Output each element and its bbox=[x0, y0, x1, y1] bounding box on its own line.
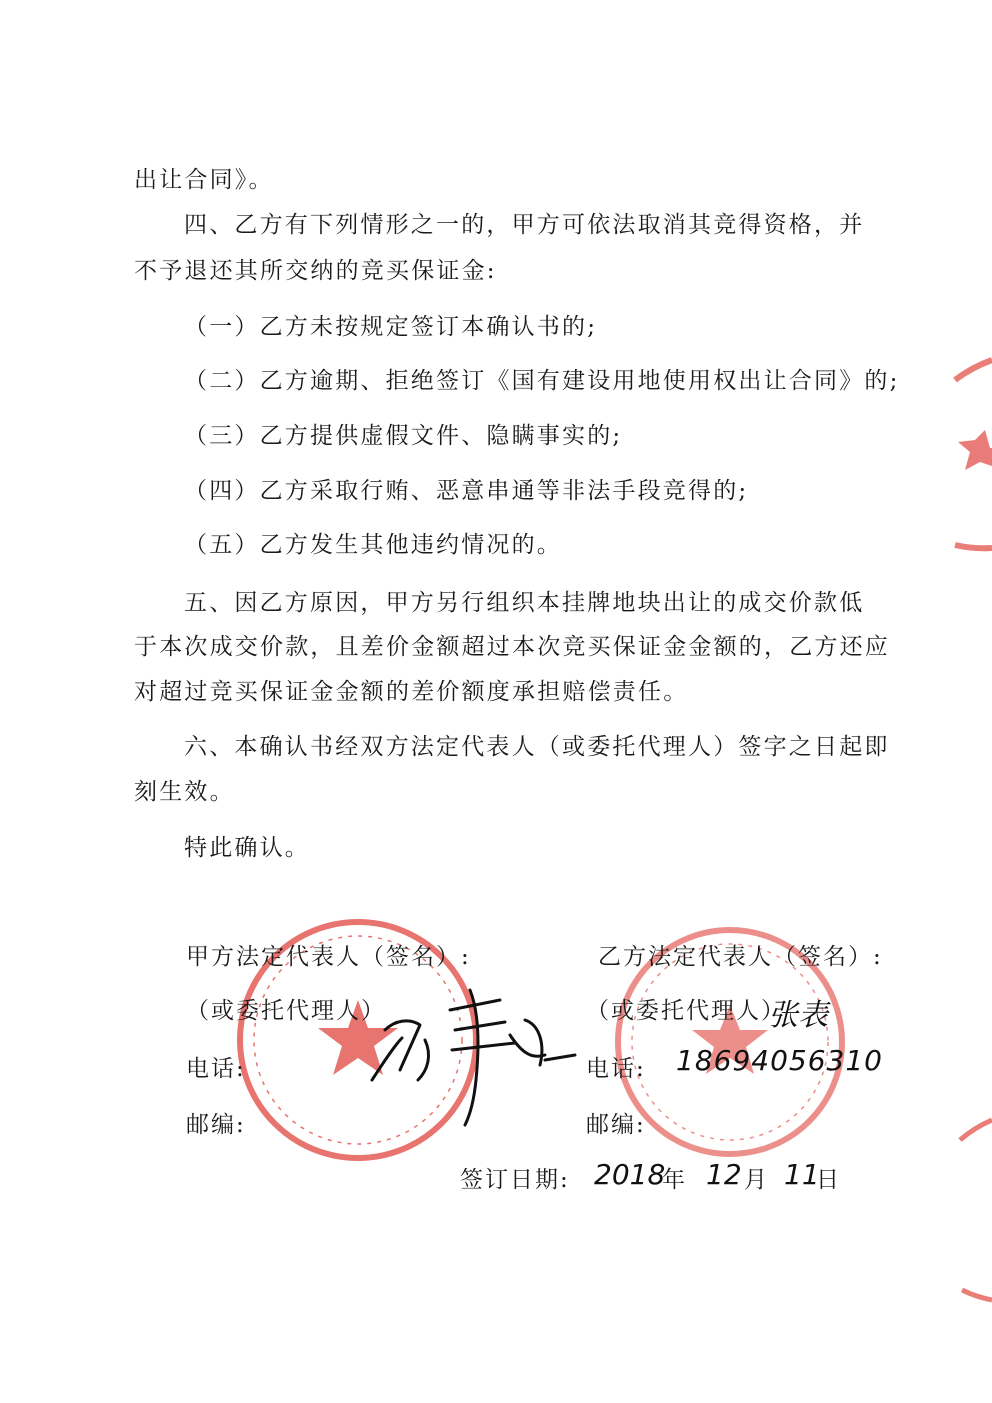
clause-4-line-1: 四、乙方有下列情形之一的，甲方可依法取消其竞得资格，并 bbox=[184, 212, 865, 238]
clause-5-line-2: 于本次成交价款，且差价金额超过本次竞买保证金金额的，乙方还应 bbox=[134, 634, 890, 660]
party-a-agent-label: （或委托代理人） bbox=[186, 998, 386, 1024]
party-b-phone-label: 电话: bbox=[586, 1056, 646, 1082]
clause-6-line-2: 刻生效。 bbox=[134, 779, 235, 805]
party-b-agent-label: （或委托代理人） bbox=[586, 998, 786, 1024]
party-b-phone-value: 18694056310 bbox=[676, 1044, 883, 1077]
sign-date-day-unit: 日 bbox=[816, 1167, 841, 1193]
clause-4-item-2: （二）乙方逾期、拒绝签订《国有建设用地使用权出让合同》的; bbox=[184, 368, 900, 394]
party-a-postcode-label: 邮编: bbox=[186, 1112, 246, 1138]
party-b-handwritten-signature: 张表 bbox=[768, 998, 828, 1033]
clause-5-line-3: 对超过竞买保证金金额的差价额度承担赔偿责任。 bbox=[134, 679, 689, 705]
sign-date-day: 11 bbox=[784, 1158, 820, 1191]
clause-4-item-1: （一）乙方未按规定签订本确认书的; bbox=[184, 314, 598, 340]
party-b-rep-label: 乙方法定代表人（签名）: bbox=[598, 944, 883, 970]
sign-date-label: 签订日期: bbox=[460, 1167, 570, 1193]
clause-4-line-2: 不予退还其所交纳的竞买保证金: bbox=[134, 258, 497, 284]
party-b-postcode-label: 邮编: bbox=[586, 1112, 646, 1138]
closing-statement: 特此确认。 bbox=[184, 835, 310, 861]
clause-4-item-3: （三）乙方提供虚假文件、隐瞒事实的; bbox=[184, 423, 623, 449]
sign-date-year-unit: 年 bbox=[662, 1167, 687, 1193]
clause-4-item-4: （四）乙方采取行贿、恶意串通等非法手段竞得的; bbox=[184, 478, 749, 504]
clause-5-line-1: 五、因乙方原因，甲方另行组织本挂牌地块出让的成交价款低 bbox=[184, 590, 865, 616]
clause-4-item-5: （五）乙方发生其他违约情况的。 bbox=[184, 532, 562, 558]
party-a-phone-label: 电话: bbox=[186, 1056, 246, 1082]
clause-6-line-1: 六、本确认书经双方法定代表人（或委托代理人）签字之日起即 bbox=[184, 734, 890, 760]
sign-date-year: 2018 bbox=[594, 1158, 666, 1191]
sign-date-month: 12 bbox=[706, 1158, 742, 1191]
body-line-1: 出让合同》。 bbox=[134, 167, 274, 193]
sign-date-month-unit: 月 bbox=[744, 1167, 769, 1193]
party-a-rep-label: 甲方法定代表人（签名）: bbox=[186, 944, 471, 970]
